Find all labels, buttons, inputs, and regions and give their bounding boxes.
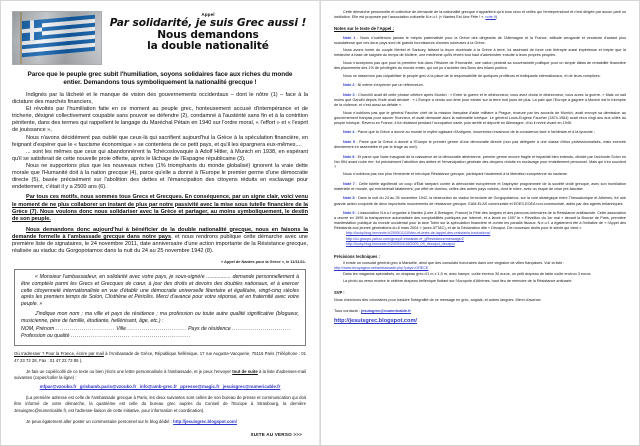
appeal-paragraph: Indignés par la lâcheté et le manque de vision des gouvernements occidentaux – dont le nôtre (1) – face à la dictature des marchés financiers, xyxy=(12,92,308,106)
address-footnote-lead[interactable]: Où s'adresser ? Pour la France, écrire par mail xyxy=(14,351,104,357)
field-label-profession: Profession ou qualité xyxy=(21,333,70,340)
appeal-demand-rest: , et nous rendrons publique cette démarche avec une première liste de signataires, le 24 novembre 2011, date anniversaire d'une action importante de la Résistance grecque, réalisée au viaduc du Gorgopotamos dans la nuit du 24 au 25 novembre 1942 (8). xyxy=(12,233,308,255)
svp-text: Nous cherchons des volontaires pour traduire l'intégralité de ce message en grec, anglais, et autres langues. Merci d'avance. xyxy=(334,298,542,303)
field-label-name: NOM, Prénom xyxy=(21,326,55,333)
continued-overleaf-note: SUITE AU VERSO >>> xyxy=(250,432,302,438)
note-text: Nous n'oublions pas non plus l'éminente et héroïque Résistance grecque, participant hautement à la libération européenne du nazisme. xyxy=(343,172,568,177)
appeal-header xyxy=(12,11,308,65)
contact-label: Tous contacts : xyxy=(334,308,362,314)
contact-email[interactable]: jesuisgrec@numericable.fr xyxy=(361,308,411,314)
appeal-paragraph: Nous ne supportons plus que les nouveaux riches (1% triomphants du monde globalisé) ignorent la vraie dette morale que l'Humanité doit à la nation grecque (4), parce qu'elle a donné à l'Europe le premier germe d'une démocratie directe (5), basée précisément sur l'abolition des dettes et l'émancipation des citoyens réduits en esclavage pour endettement, c'était il y a 2500 ans (6). xyxy=(12,162,308,191)
initiative-statement xyxy=(334,10,626,20)
note-text: Dans la nuit du 24 au 25 novembre 1942, la destruction du viaduc ferroviaire de Gorgopotamos, sur la voie stratégique entre Thessalonique et Athènes, fut une grande action conjointe de deux importants mouvements de résistance grecque, EAM-ELAS communiste et EDES-EOEA non-communiste, aidés par des agents britanniques. xyxy=(334,196,626,206)
note-label: Note 4 xyxy=(343,130,355,135)
page-title xyxy=(108,18,308,53)
note-label: Note 2 xyxy=(343,83,355,88)
note-label: Note 6 xyxy=(343,154,355,159)
technical-details-line: La photo au verso montre le célèbre drapeau hellénique flottant sur l'Acropole d'Athènes, haut lieu de mémoire de la Résistance antinazie. xyxy=(343,279,573,284)
address-footnote-rest: à l'Ambassade de Grèce, République hellénique, 17 rue Auguste-Vacquerie, 75116 Paris (Téléphone : 01 47 23 72 28, Fax : 01 47 23 73 85 ). xyxy=(14,351,306,363)
note-label: Note 8 xyxy=(343,196,355,201)
note-text: Nous n'oublierons jamais le mépris paternaliste pour la Grèce des dirigeants de l'Allemagne et la France, attitude arrogante et vexatoire d'autant plus scandaleuse que ces deux pays sont de grands fournisseurs d'armes ruineuses à la Grèce. xyxy=(334,35,626,45)
appeal-label: Appel xyxy=(201,12,215,17)
appeal-paragraph: ... sont les mêmes que ceux qui abandonnèrent la Tchécoslovaquie à Adolf Hitler, à Munich en 1938, en espérant qu'il se satisferait de cette nouvelle proie offerte, après le lâchage de l'Espagne républicaine (3). xyxy=(12,148,308,162)
contact-line xyxy=(334,308,626,313)
email-list-note: (La première adresse est celle de l'ambassade grecque à Paris, les deux suivantes sont celles de son bureau de presse et communication qui doit être informé de votre démarche, la quatrième est celle du bureau grec auprès du Conseil de l'Europe à Strasbourg, la dernière Jesuisgrec@numericable.fr, est l'adresse-liaison de cette initiative, pour information et coordination). xyxy=(14,395,306,413)
note-item: Note 6 : Et parce que l'acte inaugural de la naissance de la démocratie athénienne, premier germe encore fragile et imparfait bien entendu, décidé par l'archonte Solon en l'an 594 avant notre ère, fut précisément l'abolition des dettes et l'émancipation générale des citoyens réduits en esclavage pour endettement personnel. Mais qui s'en souvient ? xyxy=(334,154,626,169)
note-label: Note 7 xyxy=(343,181,355,186)
form-letter-text: « Monsieur l'ambassadeur, en solidarité avec votre pays, je sous-signé/e ................. demande personnellement à être compté/e parmi les Grecs et Grecques de cœur, à jour des droits et devoirs des doubles nationaux, et à exercer cette citoyenneté internationaliste en vue d'établir une démocratie universelle libertaire et égalitaire, vingt-cinq siècles après les premiers temps de Solon, Clisthène et Périclès. Merci d'avance pour votre réponse, et en fraternité avec votre peuple. » xyxy=(21,273,299,308)
note-label: Note 9 xyxy=(343,211,355,216)
form-field-row-2 xyxy=(21,333,299,340)
email-link-list[interactable]: mfpar@vzouko.fr grisbamb.paris@vzouko.fr info@amb-grec.fr ppresse@magic.fr jesuisgrec@numericable.fr xyxy=(39,384,281,390)
signature-form-box xyxy=(14,269,306,347)
form-instructions: J'indique mon nom ; ma ville et pays de résidence ; ma profession ou toute autre qualité significative (blogueur, musicienne, père de famille, étudiante, hellénisant, âge, etc.) : xyxy=(21,311,299,325)
blog-link-large[interactable]: http://jesuisgrec.blogspot.com/ xyxy=(334,318,417,325)
note-text: Churchill avait dit cette phrase célèbre après Munich : « Entre la guerre et le déshonneur, vous avez choisi le déshonneur, vous aurez la guerre. » Mais on sait moins que Gandhi depuis l'Inde avait déclaré : « L'Europe a vendu son âme pour exister sur la terre huit jours de plus. La paix que l'Europe a gagnée à Munich est le triomphe de la violence, et c'est aussi sa défaite ». xyxy=(334,92,626,108)
technical-details-line: Dans les magasins spécialisés, un drapeau grec d'1 m x 1,5 m, avec hampe, coûte environ 30 euros, un petit drapeau de table coûte environ 3 euros. xyxy=(343,271,592,276)
notes-heading: Notes sur le texte de l'Appel : xyxy=(334,26,394,32)
title-line-2: Nous demandons xyxy=(157,28,259,41)
note-label: Note 5 xyxy=(343,139,355,144)
note-item: Note 8 : Dans la nuit du 24 au 25 novembre 1942, la destruction du viaduc ferroviaire de Gorgopotamos, sur la voie stratégique entre Thessalonique et Athènes, fut une grande action conjointe de deux importants mouvements de résistance grecque, EAM-ELAS communiste et EDES-EOEA non-communiste, aidés par des agents britanniques. xyxy=(334,196,626,206)
note-label: Note 1 xyxy=(343,35,356,40)
page-back xyxy=(320,0,640,446)
technical-details-heading: Précisions techniques : xyxy=(334,253,380,259)
address-footnote xyxy=(14,351,306,363)
note-9-reference[interactable]: note 9 xyxy=(485,15,496,20)
note-text: Nous ne laisserons pas culpabiliser le peuple grec à la place de la responsabilité de quelques profiteurs et trafiquants internationaux, et de leurs complices. xyxy=(343,73,601,78)
note-text: L'association N.e.u.f organise à Nantes (Loire & Bretagne, France) la Fête des langues et des parcours-mémoires de la Résistance antifasciste. Cette association a œuvré en 1995 la transparence automatisée des comptabilités publiques par Internet, et a lancé en 1997 le « Réveillon du 1er mai » devant la Bourse de Paris, première manifestation publique du monde occidental pour la taxe Tobin sur la spéculation financière et contre les paradis fiscaux. N.e.u.f. a également été à l'initiative de « l'Appel des Résistants aux jeunes générations du 8 mars 2004 » (avec ATTAC), et de la Déclaration dite « Décapol, Dix nouveaux droits pour le siècle qui vient ». xyxy=(334,211,626,231)
appeal-paragraph: Et révoltés par l'humiliation faite en ce moment au peuple grec, honteusement accusé d'intempérance et de tricherie, désigné collectivement coupable sans pouvoir se défendre (2), condamné à l'austérité sans fin et à la contrition pénitente, dans des termes qui rappellent le langage du Maréchal Pétain en 1940 sur l'ordre moral, « l'effort » et « l'esprit de jouissance », xyxy=(12,106,308,134)
note-item: Note 4 : Parce que la Grèce a donné au monde le mythe agissant d'Antigone, insurrection invaincue de la conscience face à l'arbitraire et à la tyrannie ; xyxy=(343,130,595,135)
note-text: Et parce que l'acte inaugural de la naissance de la démocratie athénienne, premier germe encore fragile et imparfait bien entendu, décidé par l'archonte Solon en l'an 594 avant notre ère, fut précisément l'abolition des dettes et l'émancipation générale des citoyens réduits en esclavage pour endettement personnel. Mais qui s'en souvient ? xyxy=(334,154,626,169)
blog-link[interactable]: http://jesuisgrec.blogspot.com/ xyxy=(173,418,237,424)
appeal-lede: Parce que le peuple grec subit l'humiliation, soyons solidaires face aux riches du monde entier. Demandons tous symboliquement la nationalité grecque ! xyxy=(27,71,293,86)
field-input-city[interactable]: ............................. xyxy=(127,326,187,333)
note-text: Parce que la Grèce a donné à l'Europe le premier germe d'une démocratie directe (non pas déléguée à une classe d'élus professionnalisés, mais exercée directement en assemblée et par le tirage au sort). xyxy=(334,139,626,150)
field-input-profession-cont[interactable]: ............................. xyxy=(131,333,191,340)
svp-heading: SVP : xyxy=(334,290,345,296)
initiative-statement-b: ) xyxy=(495,15,498,20)
note-item: Note 3 : Churchill avait dit cette phrase célèbre après Munich : « Entre la guerre et le déshonneur, vous avez choisi le déshonneur, vous aurez la guerre. » Mais on sait moins que Gandhi depuis l'Inde avait déclaré : « L'Europe a vendu son âme pour exister sur la terre huit jours de plus. La paix que l'Europe a gagnée à Munich est le triomphe de la violence, et c'est aussi sa défaite ». xyxy=(334,92,626,108)
appeal-demand-text: Nous demandons donc aujourd'hui à bénéficier de la double nationalité grecque, nous en faisons la demande formelle à l'ambassade grecque dans notre pays xyxy=(12,226,308,240)
appeal-bold-paragraph-2 xyxy=(12,227,308,256)
note-sep: : xyxy=(355,35,361,40)
note-label: Note 3 xyxy=(343,92,355,97)
note-item xyxy=(334,36,626,46)
appeal-bold-text-1: Par tous ces motifs, nous sommes tous Grecs et Grecques. En conséquence, par un signe clair, voici venu le moment de ne plus collaborer un instant de plus par notre passivité avec la mise sous tutelle financière de la Grèce (7). Nous voulons donc nous solidariser avec la Grèce et partager, au moins symboliquement, le destin de son peuple. xyxy=(12,194,308,223)
note-text: Parce que la Grèce a donné au monde le mythe agissant d'Antigone, insurrection invaincue de la conscience face à l'arbitraire et à la tyrannie ; xyxy=(357,130,595,135)
consulate-list-link[interactable]: http://www.levoyageur.net/ambassade.php?pays=GRECE xyxy=(334,266,429,271)
photo-shading xyxy=(13,12,101,64)
note-text: Nous n'oublions pas que le général Faucher chef de la mission française d'aide militaire à Prague, écœuré par les accords de Munich, avait envoyé sa démission au gouvernement français pour sauver l'honneur, et avait demandé alors la nationalité tchèque. Le général Louis-Eugène Faucher (1874-1964) avait vécu vingt ans aux côtés du peuple tchèque. Revenu en France, il fut résistant pendant l'occupation nazie, puis arrêté et déporté en Allemagne, d'où il revint vivant en 1945. xyxy=(334,110,626,125)
appeal-signature: « Appel de Nantes pour la Grèce », le 11/11/11. xyxy=(220,258,306,264)
title-line-3: la double nationalité xyxy=(147,40,269,53)
blog-comment-lead: Je peux également aller poster un commentaire personnel sur le blog dédié : xyxy=(26,418,174,424)
note-9-link[interactable]: http://lucky.blog.lemonde.fr/2005/04/18/2005_09_decapol_decapol xyxy=(346,242,455,247)
copy-instruction-a: Je fais un copié/collé de ce texte ou bien j'écris une lettre personnalisée à l'ambassade, et je peux l'envoyer xyxy=(26,368,233,374)
blog-comment-line xyxy=(14,419,306,425)
copy-instruction xyxy=(14,369,306,381)
note-item: Note 9 : L'association N.e.u.f organise à Nantes (Loire & Bretagne, France) la Fête des langues et des parcours-mémoires de la Résistance antifasciste. Cette association a œuvré en 1995 la transparence automatisée des comptabilités publiques par Internet, et a lancé en 1997 le « Réveillon du 1er mai » devant la Bourse de Paris, première manifestation publique du monde occidental pour la taxe Tobin sur la spéculation financière et contre les paradis fiscaux. N.e.u.f. a également été à l'initiative de « l'Appel des Résistants aux jeunes générations du 8 mars 2004 » (avec ATTAC), et de la Déclaration dite « Décapol, Dix nouveaux droits pour le siècle qui vient ». xyxy=(334,211,626,231)
note-text: Nous avons honte du couple Merkel et Sarkozy, faisant la leçon doctrinale à la Grèce à terre, lui assénant de force une thérapie aussi impérieuse et inepte que la médecine à base de saignée du temps de Molière, une médecine qu'ils rêvent tout haut d'administrer ensuite à leurs propres peuples. xyxy=(334,48,626,58)
form-fields xyxy=(21,326,299,340)
note-9-link[interactable]: http://ici.groups.yahoo.com/group/l-extasiste-et_gResistance/message/2 xyxy=(346,236,464,241)
note-text: Nous n'acceptons pas que pour la première fois dans l'Histoire de l'Humanité, une nation perdrait sa souveraineté politique pour un simple diktat de rentabilité financière des placements des 1% de privilégiés du monde entier, qui ont pu s'acheter des Bons des bilans publics. xyxy=(334,61,626,71)
greek-flag-photo xyxy=(12,11,102,65)
note-text: Cette tutelle signifierait un coup d'État rampant contre la démocratie européenne et l'asphyxie programmée de la société civile grecque, avec son humiliation matérielle et morale, qui entraînerait fatalement, par effet de domino, celles des autres pays voisins, dont le nôtre, avec un risque de crise pré-fasciste. xyxy=(334,181,626,191)
note-item: Note 7 : Cette tutelle signifierait un coup d'État rampant contre la démocratie européenne et l'asphyxie programmée de la société civile grecque, avec son humiliation matérielle et morale, qui entraînerait fatalement, par effet de domino, celles des autres pays voisins, dont le nôtre, avec un risque de crise pré-fasciste. xyxy=(334,181,626,191)
copy-instruction-b: à la liste d'adresses-mail suivantes (copier/coller la ligne) : xyxy=(14,368,306,381)
field-label-city: Ville xyxy=(116,326,126,333)
title-line-1: Par solidarité, je suis Grec aussi ! xyxy=(109,17,307,29)
field-input-name[interactable]: ............................. xyxy=(55,326,115,333)
initiative-statement-a: Cette démarche personnelle et collective de demande de la nationalité grecque n'appartient qu'à tous ceux et celles qui l'entreprendront et n'est dirigée par aucun parti ou institution. Elle est proposée par l'association culturelle N.e.u.f. (« Nantes Est Une Fête ! », xyxy=(334,10,626,20)
field-input-profession[interactable]: ............................. xyxy=(70,333,131,340)
note-item: Note 5 : Parce que la Grèce a donné à l'Europe le premier germe d'une démocratie directe (non pas déléguée à une classe d'élus professionnalisés, mais exercée directement en assemblée et par le tirage au sort). xyxy=(334,139,626,150)
field-label-country: Pays de résidence xyxy=(188,326,231,333)
form-field-row-1 xyxy=(21,326,299,333)
appeal-bold-paragraph-1 xyxy=(12,194,308,223)
technical-details-line: Il existe un consulat général grec à Marseille, ainsi que des consulats honoraires dans une vingtaine de villes françaises. Voir la liste : xyxy=(343,261,565,266)
note-text: Ni même s'exprimer par un référendum. xyxy=(357,83,424,88)
copy-instruction-emphasis: tout de suite xyxy=(232,368,258,374)
title-block xyxy=(108,11,308,53)
note-item: Note 2 : Ni même s'exprimer par un référendum. xyxy=(343,83,424,88)
appeal-paragraph: Nous n'avons décidément pas oublié que ceux-là qui sacrifient aujourd'hui la Grèce à la spéculation financière, en feignant d'espérer que le « fascisme économique » se contentera de ce petit pays, et qu'il les épargnera eux-mêmes.... xyxy=(12,134,308,148)
note-9-link[interactable]: http://lucky.blog.lemonde.fr/2005/11/10/dec-et-texte-de-lappel-des-resistants-traductions/ xyxy=(346,231,491,236)
field-input-country[interactable]: ............................. xyxy=(232,326,292,333)
